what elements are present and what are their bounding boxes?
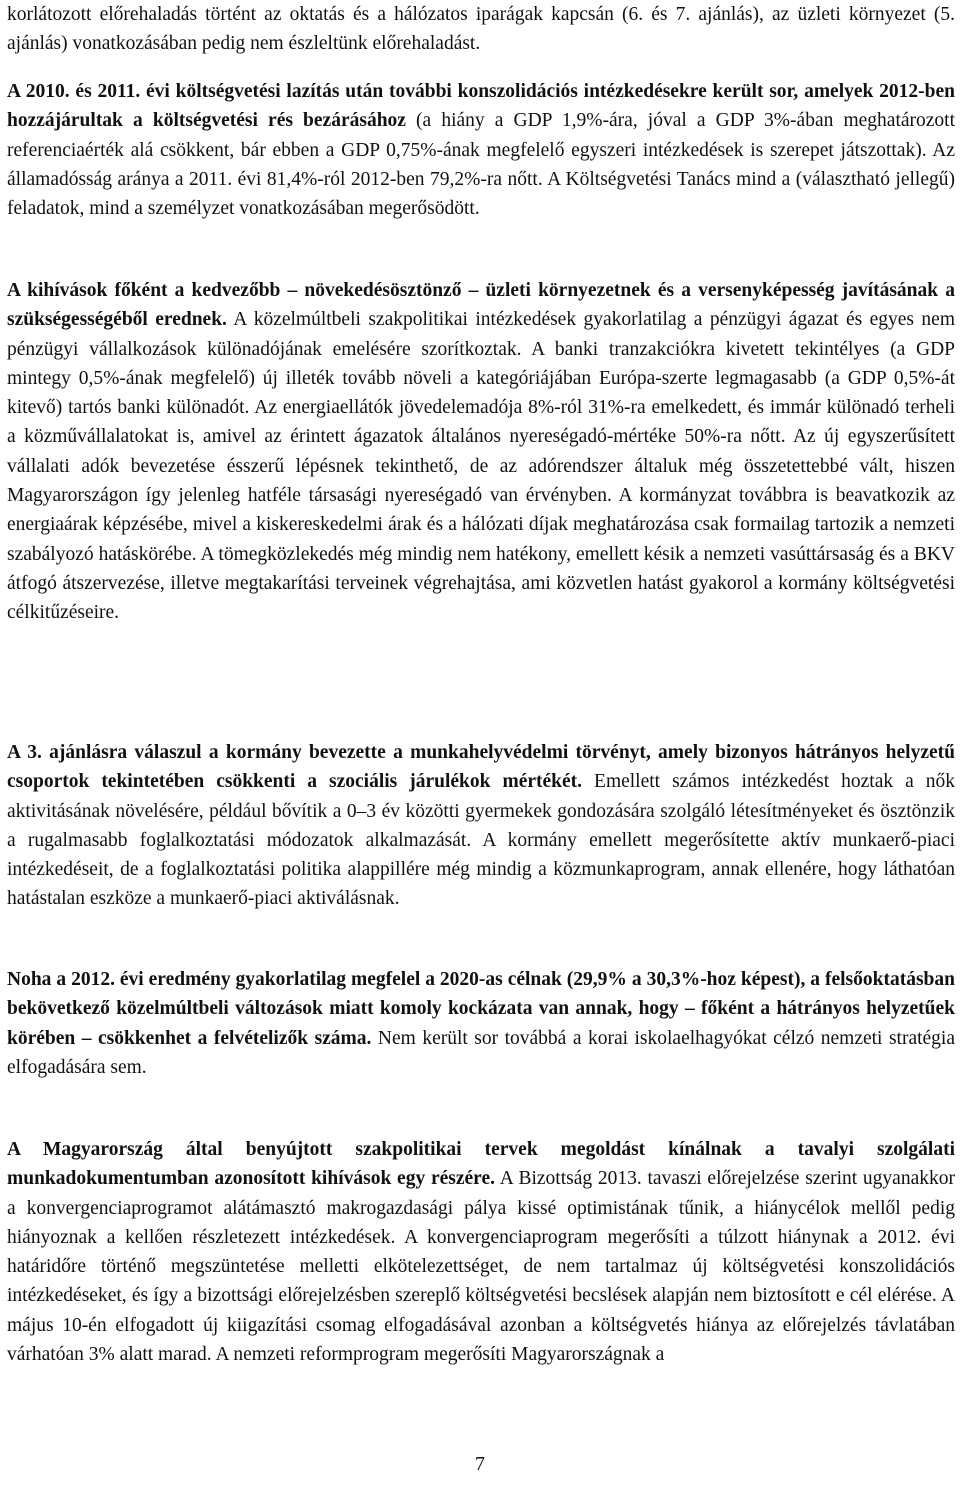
paragraph-6 [7, 1135, 955, 1369]
document-page [7, 0, 955, 1488]
paragraph-4-text: Emellett számos intézkedést hoztak a nők aktivitásának növelésére, például bővítik a 0–3 év közötti gyermekek gondozására szolgáló létesítményeket és ösztönzik a rugalmasabb foglalkoztatási módozatok alkalmazását. A kormány emellett megerősítette aktív munkaerő-piaci intézkedéseit, de a foglalkoztatási politika alappillére még mindig a közmunkaprogram, annak ellenére, hogy láthatóan hatástalan eszköze a munkaerő-piaci aktiválásnak. [7, 771, 955, 910]
paragraph-6-lead: A Magyarország által benyújtott szakpolitikai tervek megoldást kínálnak a tavalyi szolgálati munkadokumentumban azonosított kihívások egy részére. [7, 1139, 955, 1190]
paragraph-2 [7, 77, 955, 223]
paragraph-3-text: A közelmúltbeli szakpolitikai intézkedések gyakorlatilag a pénzügyi ágazat és egyes nem pénzügyi vállalkozások különadójának emelésére szorítkoztak. A banki tranzakciókra kivetett tekintélyes (a GDP mintegy 0,5%-ának megfelelő) új illeték tovább növeli a kategóriájában Európa-szerte legmagasabb (a GDP 0,5%-át kitevő) tartós banki különadót. Az energiaellátók jövedelemadója 8%-ról 31%-ra emelkedett, és immár különadó terheli a közművállalatokat is, amivel az érintett ágazatok általános nyereségadó-mértéke 50%-ra nőtt. Az új egyszerűsített vállalati adók bevezetése ésszerű lépésnek tekinthető, de az adórendszer általuk még összetettebbé vált, hiszen Magyarországon így jelenleg hatféle társasági nyereségadó van érvényben. A kormányzat továbbra is beavatkozik az energiaárak képzésébe, mivel a kiskereskedelmi árak és a hálózati díjak meghatározása csak formailag tartozik a nemzeti szabályozó hatáskörébe. A tömegközlekedés még mindig nem hatékony, emellett késik a nemzeti vasúttársaság és a BKV átfogó átszervezése, illetve megtakarítási terveinek végrehajtása, ami közvetlen hatást gyakorol a kormány költségvetési célkitűzéseire. [7, 309, 956, 624]
paragraph-3 [7, 276, 955, 628]
paragraph-5 [7, 965, 955, 1082]
paragraph-2-lead: A 2010. és 2011. évi költségvetési lazítás után további konszolidációs intézkedésekre került sor, amelyek 2012-ben hozzájárultak a költségvetési rés bezárásához [7, 81, 955, 132]
paragraph-1 [7, 0, 955, 59]
paragraph-3-lead: A kihívások főként a kedvezőbb – növekedésösztönző – üzleti környezetnek és a versenyképesség javításának a szükségességéből erednek. [7, 280, 955, 331]
paragraph-4-lead: A 3. ajánlásra válaszul a kormány bevezette a munkahelyvédelmi törvényt, amely bizonyos hátrányos helyzetű csoportok tekintetében csökkenti a szociális járulékok mértékét. [7, 742, 955, 793]
paragraph-4 [7, 738, 955, 914]
page-number: 7 [475, 1453, 485, 1475]
paragraph-5-text: Nem került sor továbbá a korai iskolaelhagyókat célzó nemzeti stratégia elfogadására sem. [7, 1027, 956, 1078]
paragraph-1-text: korlátozott előrehaladás történt az oktatás és a hálózatos iparágak kapcsán (6. és 7. ajánlás), az üzleti környezet (5. ajánlás) vonatkozásában pedig nem észleltünk előrehaladást. [7, 4, 955, 55]
paragraph-6-text: A Bizottság 2013. tavaszi előrejelzése szerint ugyanakkor a konvergenciaprogramot alátámasztó makrogazdasági pálya kissé optimistának tűnik, a hiánycélok mellől pedig hiányoznak a kellően részletezett intézkedések. A konvergenciaprogram megerősíti a túlzott hiánynak a 2012. évi határidőre történő megszüntetése melletti elkötelezettséget, de nem tartalmaz új költségvetési konszolidációs intézkedéseket, és így a bizottsági előrejelzésben szereplő költségvetési becslések alapján nem biztosított e cél elérése. A május 10-én elfogadott új kiigazítási csomag elfogadásával azonban a költségvetés hiánya az előrejelzés távlatában várhatóan 3% alatt marad. A nemzeti reformprogram megerősíti Magyarországnak a [7, 1168, 955, 1366]
paragraph-2-text: (a hiány a GDP 1,9%-ára, jóval a GDP 3%-ában meghatározott referenciaérték alá csökkent, bár ebben a GDP 0,75%-ának megfelelő egyszeri intézkedések is szerepet játszottak). Az államadósság aránya a 2011. évi 81,4%-ról 2012-ben 79,2%-ra nőtt. A Költségvetési Tanács mind a (választható jellegű) feladatok, mind a személyzet vonatkozásában megerősödött. [7, 110, 956, 220]
paragraph-5-lead: Noha a 2012. évi eredmény gyakorlatilag megfelel a 2020-as célnak (29,9% a 30,3%-hoz képest), a felsőoktatásban bekövetkező közelmúltbeli változások miatt komoly kockázata van annak, hogy – főként a hátrányos helyzetűek körében – csökkenhet a felvételizők száma. [7, 969, 955, 1049]
